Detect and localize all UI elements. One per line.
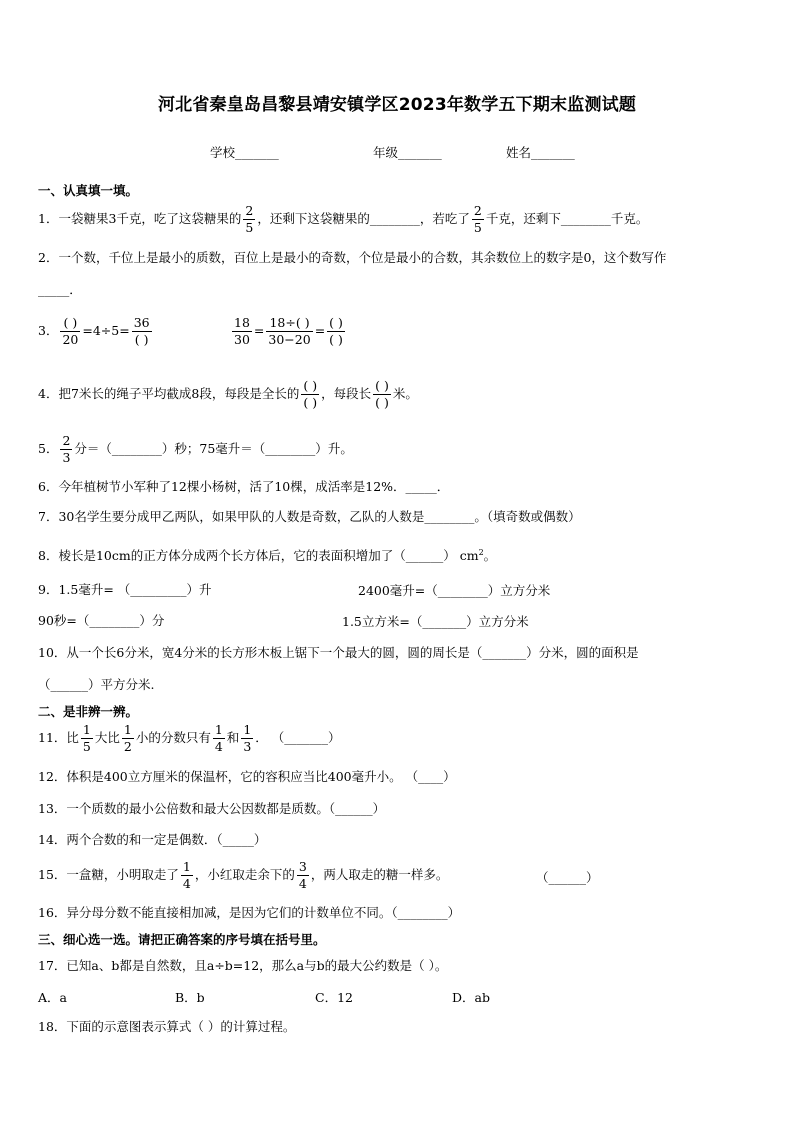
question-17: 17．已知a、b都是自然数，且a÷b=12，那么a与b的最大公约数是（ ）。 xyxy=(38,958,448,973)
fraction: $\frac{3}{4}$ xyxy=(298,859,307,891)
school-field: 学校_______ xyxy=(210,145,279,160)
question-12: 12．体积是400立方厘米的保温杯，它的容积应当比400毫升小。 （____） xyxy=(38,769,456,784)
question-18: 18．下面的示意图表示算式（ ）的计算过程。 xyxy=(38,1019,296,1034)
question-2: 2．一个数，千位上是最小的质数，百位上是最小的奇数，个位是最小的合数，其余数位上的数字是0，这个数写作 xyxy=(38,250,667,265)
fraction: $\frac{2}{5}$ xyxy=(245,203,254,235)
fraction: $\frac{( )}{( )}$ xyxy=(329,315,343,347)
page-title: 河北省秦皇岛昌黎县靖安镇学区2023年数学五下期末监测试题 xyxy=(157,95,637,115)
fraction: $\frac{18}{30}$ xyxy=(234,315,250,347)
fraction: $\frac{1}{2}$ xyxy=(123,722,132,754)
question-3: 3． $\frac{( )}{20}$ =4÷5= $\frac{36}{( )}$ xyxy=(38,315,150,347)
question-2-answer-line: _____． xyxy=(38,282,82,297)
question-9-c: 90秒=（________）分 xyxy=(38,613,165,628)
name-field: 姓名_______ xyxy=(506,145,575,160)
section-3-heading: 三、细心选一选。请把正确答案的序号填在括号里。 xyxy=(38,932,326,947)
fraction: $\frac{1}{4}$ xyxy=(182,859,191,891)
option-b: B．b xyxy=(175,990,205,1005)
fraction: $\frac{1}{3}$ xyxy=(243,722,252,754)
fraction: $\frac{2}{3}$ xyxy=(62,433,71,465)
section-2-heading: 二、是非辨一辨。 xyxy=(38,704,139,719)
question-15: 15．一盒糖，小明取走了 $\frac{1}{4}$ ，小红取走余下的 $\frac{3}{4}$ ，两人取走的糖一样多。 xyxy=(38,859,449,891)
question-10-cont: （______）平方分米. xyxy=(38,677,155,692)
fraction: $\frac{18\div( )}{30-20}$ xyxy=(268,315,311,347)
fraction: $\frac{( )}{( )}$ xyxy=(375,378,389,410)
option-c: C．12 xyxy=(315,990,353,1005)
fraction: $\frac{2}{5}$ xyxy=(473,203,482,235)
question-11: 11．比 $\frac{1}{5}$ 大比 $\frac{1}{2}$ 小的分数只有 $\frac{1}{4}$ 和 $\frac{1}{3}$ ． （_______） xyxy=(38,722,341,754)
option-d: D．ab xyxy=(452,990,490,1005)
fraction: $\frac{36}{( )}$ xyxy=(133,315,150,347)
question-4: 4．把7米长的绳子平均截成8段，每段是全长的 $\frac{( )}{( )}$ ，每段长 $\frac{( )}{( )}$ 米。 xyxy=(38,378,418,410)
question-14: 14．两个合数的和一定是偶数．（_____） xyxy=(38,832,267,847)
question-5: 5． $\frac{2}{3}$ 分＝（________）秒；75毫升＝（________）升。 xyxy=(38,433,353,465)
section-1-heading: 一、认真填一填。 xyxy=(38,183,139,198)
grade-field: 年级_______ xyxy=(373,145,442,160)
question-7: 7．30名学生要分成甲乙两队，如果甲队的人数是奇数，乙队的人数是________。（填奇数或偶数） xyxy=(38,509,581,524)
question-9-b: 2400毫升=（________）立方分米 xyxy=(358,583,551,598)
question-13: 13．一个质数的最小公倍数和最大公因数都是质数。（______） xyxy=(38,801,386,816)
question-10: 10．从一个长6分米，宽4分米的长方形木板上锯下一个最大的圆，圆的周长是（_______）分米，圆的面积是 xyxy=(38,645,639,660)
fraction: $\frac{( )}{( )}$ xyxy=(303,378,318,410)
option-a: A．a xyxy=(38,990,67,1005)
fraction: $\frac{1}{4}$ xyxy=(214,722,223,754)
fraction: $\frac{( )}{20}$ xyxy=(62,315,79,347)
question-16: 16．异分母分数不能直接相加减，是因为它们的计数单位不同。（________） xyxy=(38,905,461,920)
question-1: 1．一袋糖果3千克，吃了这袋糖果的 $\frac{2}{5}$ ，还剩下这袋糖果的________，若吃了 $\frac{2}{5}$ 千克，还剩下________千克。 xyxy=(38,203,649,235)
fraction: $\frac{1}{5}$ xyxy=(82,722,91,754)
question-6: 6．今年植树节小军种了12棵小杨树，活了10棵，成活率是12%．_____． xyxy=(38,479,450,494)
question-3-part-2: $\frac{18}{30}$ = $\frac{18\div( )}{30-20}$ = $\frac{( )}{( )}$ xyxy=(234,315,343,347)
question-8: 8．棱长是10cm的正方体分成两个长方体后，它的表面积增加了（______） $cm^2$。 xyxy=(38,548,497,564)
question-9-d: 1.5立方米=（_______）立方分米 xyxy=(342,614,529,629)
question-9-a: 9．1.5毫升= （_________）升 xyxy=(38,582,212,597)
question-15-answer: （______） xyxy=(536,870,599,885)
